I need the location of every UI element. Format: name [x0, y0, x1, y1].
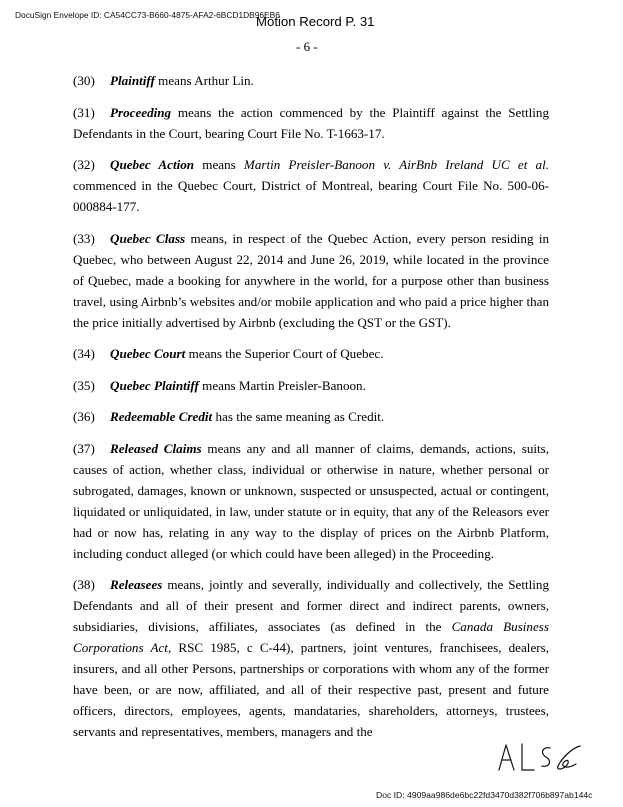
defined-term: Quebec Action: [110, 157, 195, 172]
definition-text: means the Superior Court of Quebec.: [185, 346, 384, 361]
definition-text: means the action commenced by the Plaintiff against the Settling Defendants in the Court, bearing Court File No. T-1663-17.: [73, 104, 549, 141]
defined-term: Redeemable Credit: [110, 409, 213, 424]
defined-term: Quebec Court: [110, 346, 186, 361]
definition-33: [73, 228, 549, 333]
definition-text: has the same meaning as Credit.: [212, 409, 385, 424]
paragraph-number: (33): [73, 230, 95, 246]
paragraph-number: (32): [73, 157, 95, 172]
defined-term: Releasees: [110, 577, 163, 592]
definition-text: means any and all manner of claims, demands, actions, suits, causes of action, whether class, individual or otherwise in nature, whether personal or subrogated, damages, known or unknown, suspected or unsuspected, actual or contingent, liquidated or unliquidated, in law, under statute or in equity, that any of the Releasors ever had or now has, relating in any way to the display of prices on the Airbnb Platform, including conduct alleged (or which could have been alleged) in the Proceeding.: [73, 440, 550, 561]
definition-32: [73, 154, 549, 217]
paragraph-number: (37): [73, 440, 95, 456]
defined-term: Released Claims: [110, 440, 202, 456]
docusign-envelope-id: DocuSign Envelope ID: CA54CC73-B660-4875-AFA2-6BCD1DB96EB6: [15, 10, 280, 20]
definition-text: means Martin Preisler-Banoon.: [198, 377, 366, 393]
definition-37: [73, 438, 549, 564]
motion-record-label: Motion Record P. 31: [256, 14, 375, 29]
paragraph-number: (31): [73, 104, 95, 120]
defined-term: Proceeding: [110, 104, 172, 120]
defined-term: Plaintiff: [110, 73, 155, 88]
definition-30: [73, 70, 549, 91]
definition-text: means Arthur Lin.: [154, 73, 254, 88]
paragraph-number: (30): [73, 73, 95, 88]
handwritten-initials: [496, 740, 586, 779]
definition-text: commenced in the Quebec Court, District of Montreal, bearing Court File No. 500-06-000884-177.: [73, 178, 549, 214]
page-number: - 6 -: [296, 39, 318, 54]
definition-text: means, jointly and severally, individually and collectively, the Settling Defendants and all of their present and former direct and indirect parents, owners, subsidiaries, divisions, affiliates, associates (as defined in the: [73, 577, 549, 634]
paragraph-number: (34): [73, 346, 95, 361]
definition-text: means, in respect of the Quebec Action, every person residing in Quebec, who between August 22, 2014 and June 26, 2019, while located in the province of Quebec, made a booking for anywhere in the world, for a purpose other than business travel, using Airbnb’s websites and/or mobile application and who paid a price higher than the price initially advertised by Airbnb (excluding the QST or the GST).: [73, 230, 550, 330]
definition-31: [73, 102, 549, 144]
paragraph-number: (35): [73, 377, 95, 393]
definition-38: [73, 574, 549, 742]
case-name: Martin Preisler-Banoon v. AirBnb Ireland UC et al.: [243, 157, 550, 172]
defined-term: Quebec Plaintiff: [110, 377, 199, 393]
paragraph-number: (38): [73, 577, 95, 592]
definition-35: [73, 375, 549, 396]
doc-id-footer: Doc ID: 4909aa986de6bc22fd3470d382f706b897ab144c: [376, 790, 593, 800]
signature-icon: [496, 740, 586, 774]
paragraph-number: (36): [73, 409, 95, 424]
statute-name: Canada Business Corporations Act: [73, 619, 549, 655]
definition-36: [73, 406, 549, 427]
document-body: [73, 70, 549, 753]
defined-term: Quebec Class: [110, 230, 186, 246]
definition-text: means: [194, 157, 244, 172]
definition-34: [73, 343, 549, 364]
definition-text: , RSC 1985, c C-44), partners, joint ventures, franchisees, dealers, insurers, and all other Persons, partnerships or corporations with whom any of the former have been, or are now, affiliated, and all of their respective past, present and future officers, directors, employees, agents, mandataries, shareholders, attorneys, trustees, servants and representatives, members, managers and the: [73, 640, 549, 739]
